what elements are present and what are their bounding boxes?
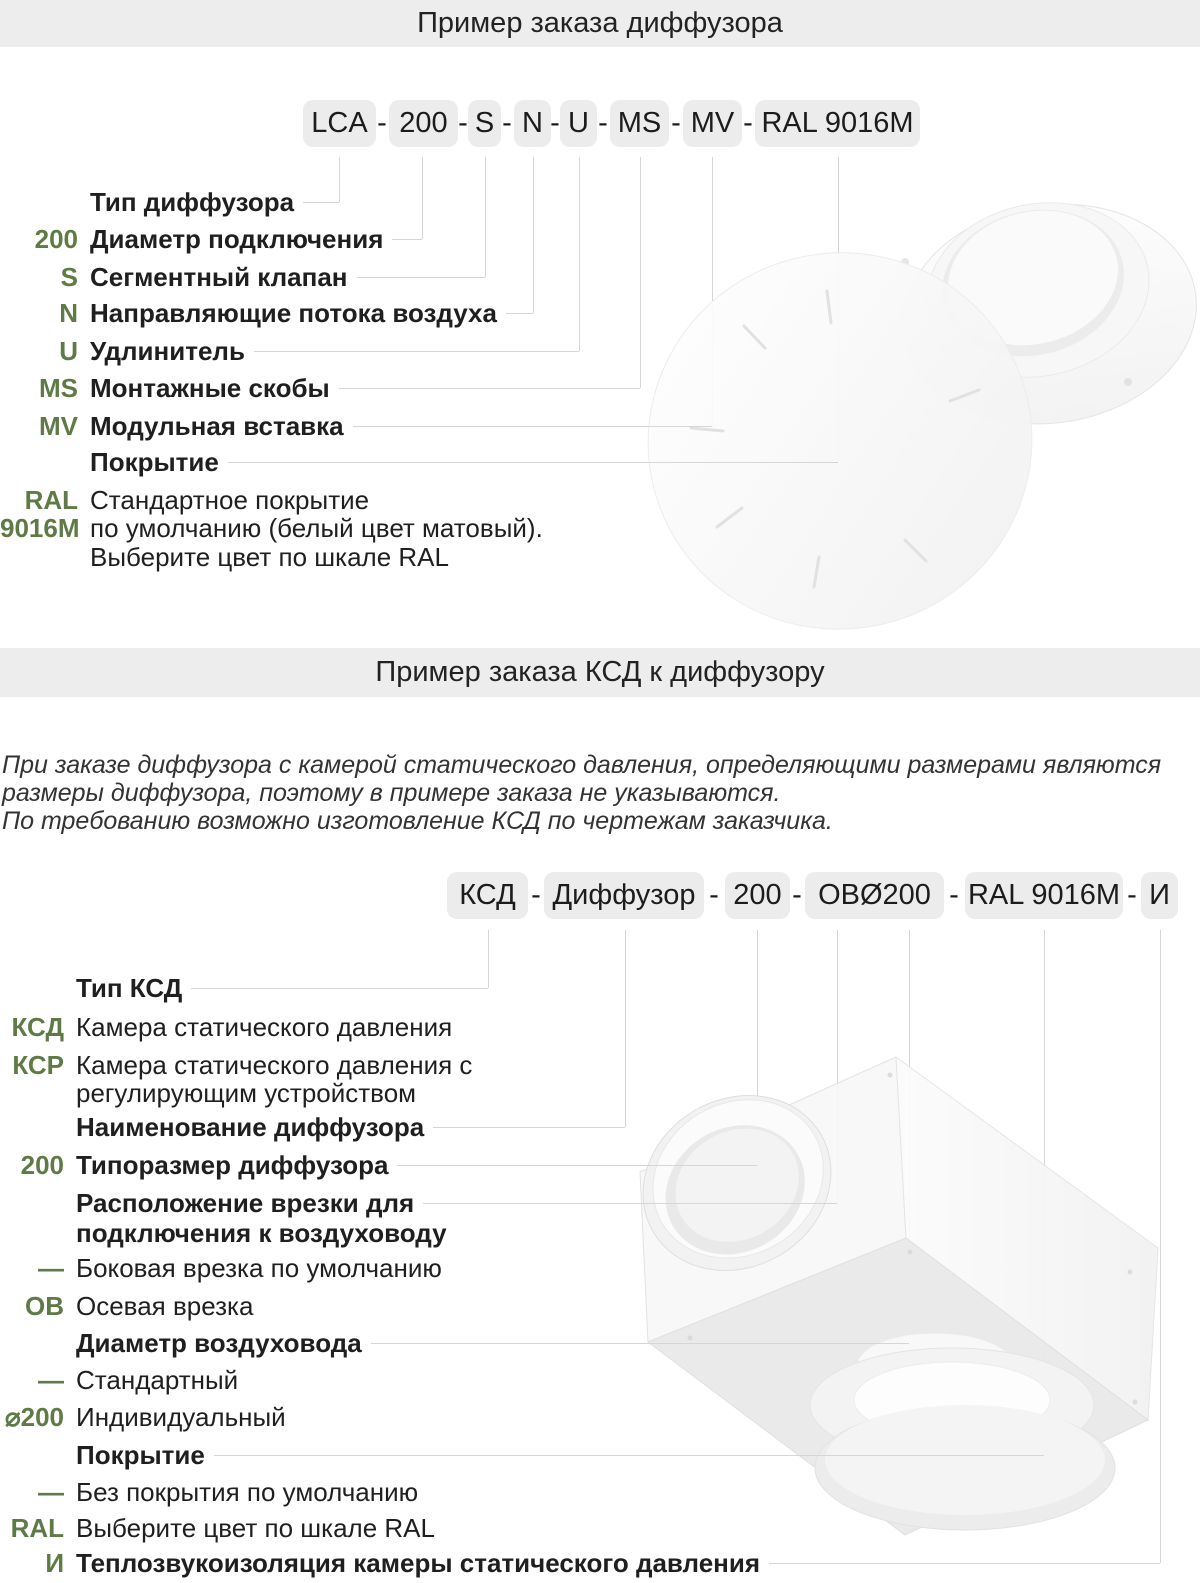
connector-line	[488, 930, 489, 988]
legend-row	[39, 372, 640, 403]
legend-row	[76, 1329, 909, 1357]
legend-row	[59, 335, 579, 366]
code-segment: ОВØ200	[805, 872, 944, 919]
connector-line	[392, 239, 422, 240]
legend-label: Модульная вставка	[90, 410, 344, 441]
legend-prefix: КСД	[11, 1012, 64, 1042]
code-dash: -	[949, 879, 959, 911]
connector-line	[506, 313, 533, 314]
legend-row	[4, 1401, 286, 1432]
diffuser-product-photo	[600, 150, 1200, 650]
legend-row	[60, 261, 485, 292]
legend-prefix: ОВ	[25, 1291, 64, 1321]
code-dash: -	[458, 107, 468, 139]
code-dash: -	[792, 879, 802, 911]
section1-title: Пример заказа диффузора	[417, 7, 783, 39]
section1-header-bar	[0, 0, 1200, 47]
legend-prefix: КСР	[12, 1050, 64, 1080]
legend-label: Осевая врезка	[76, 1290, 254, 1321]
legend-label: Камера статического давления с	[76, 1049, 473, 1080]
legend-row	[59, 297, 533, 328]
code-segment: 200	[725, 872, 790, 919]
legend-prefix: И	[45, 1548, 64, 1578]
code-dash: -	[709, 879, 719, 911]
ksd-plenum-product-photo	[590, 1020, 1200, 1580]
code-segment: MS	[610, 100, 669, 147]
code-segment: N	[514, 100, 551, 147]
legend-row	[76, 1441, 1044, 1469]
legend-label: Расположение врезки для	[76, 1187, 415, 1218]
code-segment: U	[560, 100, 597, 147]
connector-line	[339, 157, 340, 202]
legend-row	[39, 410, 712, 441]
legend-label: Наименование диффузора	[76, 1111, 425, 1142]
connector-line	[579, 157, 580, 351]
connector-line	[422, 157, 423, 239]
legend-row	[45, 1547, 1160, 1578]
legend-label: Выберите цвет по шкале RAL	[76, 1512, 435, 1543]
legend-prefix: MV	[39, 411, 78, 441]
legend-row	[10, 1512, 435, 1543]
legend-label: Покрытие	[90, 446, 219, 477]
legend-label: Теплозвукоизоляция камеры статического давления	[76, 1547, 761, 1578]
code-segment: КСД	[447, 872, 528, 919]
code-dash: -	[377, 107, 387, 139]
legend-row	[12, 1049, 473, 1080]
legend-label: Тип КСД	[76, 972, 183, 1003]
legend-prefix: 9016M	[0, 513, 80, 543]
legend-label: Сегментный клапан	[90, 261, 348, 292]
connector-line	[339, 388, 640, 389]
legend-row	[0, 512, 543, 543]
connector-line	[303, 202, 339, 203]
legend-row	[25, 1290, 254, 1321]
legend-row	[34, 223, 422, 254]
connector-line	[191, 988, 488, 989]
connector-line	[214, 1455, 1044, 1456]
code-dash: -	[1127, 879, 1137, 911]
code-segment: S	[468, 100, 501, 147]
code-segment: И	[1141, 872, 1178, 919]
legend-row	[24, 484, 370, 515]
legend-prefix: —	[38, 1477, 64, 1507]
legend-label: Выберите цвет по шкале RAL	[90, 541, 449, 572]
legend-label: Боковая врезка по умолчанию	[76, 1252, 442, 1283]
legend-row	[90, 448, 838, 476]
legend-prefix: S	[60, 262, 78, 292]
code-dash: -	[531, 879, 541, 911]
legend-prefix: RAL	[10, 1513, 64, 1543]
legend-prefix: U	[59, 336, 78, 366]
legend-row	[20, 1149, 757, 1180]
connector-line	[397, 1165, 757, 1166]
intro-line: При заказе диффузора с камерой статического давления, определяющими размерами являются	[2, 751, 1162, 779]
code-segment: Диффузор	[544, 872, 704, 919]
legend-label: Направляющие потока воздуха	[90, 297, 497, 328]
connector-line	[433, 1127, 625, 1128]
legend-prefix: N	[59, 298, 78, 328]
code-segment: LCA	[303, 100, 376, 147]
connector-line	[485, 157, 486, 277]
legend-prefix: RAL	[24, 485, 78, 515]
legend-label: Типоразмер диффузора	[76, 1149, 389, 1180]
connector-line	[769, 1563, 1160, 1564]
legend-prefix: 200	[20, 1150, 64, 1180]
legend-label: Без покрытия по умолчанию	[76, 1476, 419, 1507]
legend-prefix: ⌀200	[4, 1402, 64, 1432]
intro-line: По требованию возможно изготовление КСД по чертежам заказчика.	[2, 807, 833, 835]
intro-line: размеры диффузора, поэтому в примере заказа не указываются.	[2, 779, 781, 807]
legend-label: подключения к воздуховоду	[76, 1217, 447, 1248]
legend-row	[76, 1079, 416, 1107]
code-segment: 200	[389, 100, 458, 147]
legend-prefix: MS	[39, 373, 78, 403]
code-dash: -	[671, 107, 681, 139]
legend-row	[38, 1364, 239, 1395]
code-dash: -	[743, 107, 753, 139]
legend-label: по умолчанию (белый цвет матовый).	[90, 512, 543, 543]
legend-row	[38, 1252, 442, 1283]
code-dash: -	[550, 107, 560, 139]
intro-paragraph	[2, 751, 1161, 835]
legend-label: Монтажные скобы	[90, 372, 330, 403]
legend-label: регулирующим устройством	[76, 1077, 417, 1108]
connector-line	[353, 426, 712, 427]
legend-row	[11, 1011, 453, 1042]
legend-label: Тип диффузора	[90, 186, 295, 217]
legend-prefix: —	[38, 1253, 64, 1283]
legend-row	[76, 1113, 625, 1141]
legend-row	[38, 1476, 419, 1507]
code-segment: RAL 9016M	[965, 872, 1123, 919]
legend-label: Диаметр воздуховода	[76, 1327, 362, 1358]
connector-line	[371, 1343, 909, 1344]
legend-label: Камера статического давления	[76, 1011, 453, 1042]
connector-line	[228, 462, 838, 463]
legend-label: Стандартный	[76, 1364, 239, 1395]
code-dash: -	[502, 107, 512, 139]
legend-label: Индивидуальный	[76, 1401, 286, 1432]
connector-line	[254, 351, 579, 352]
legend-label: Стандартное покрытие	[90, 484, 370, 515]
connector-line	[357, 277, 486, 278]
legend-prefix: —	[38, 1365, 64, 1395]
legend-label: Удлинитель	[90, 335, 245, 366]
connector-line	[533, 157, 534, 313]
code-segment: RAL 9016M	[755, 100, 920, 147]
legend-label: Покрытие	[76, 1439, 205, 1470]
connector-line	[423, 1203, 837, 1204]
section2-header-bar	[0, 648, 1200, 697]
legend-row	[90, 543, 449, 571]
legend-row	[76, 974, 488, 1002]
code-dash: -	[598, 107, 608, 139]
legend-prefix: 200	[34, 224, 78, 254]
code-segment: MV	[683, 100, 742, 147]
legend-row	[76, 1219, 447, 1247]
legend-row	[76, 1189, 837, 1217]
section2-title: Пример заказа КСД к диффузору	[375, 656, 825, 688]
legend-row	[90, 188, 339, 216]
legend-label: Диаметр подключения	[90, 223, 384, 254]
